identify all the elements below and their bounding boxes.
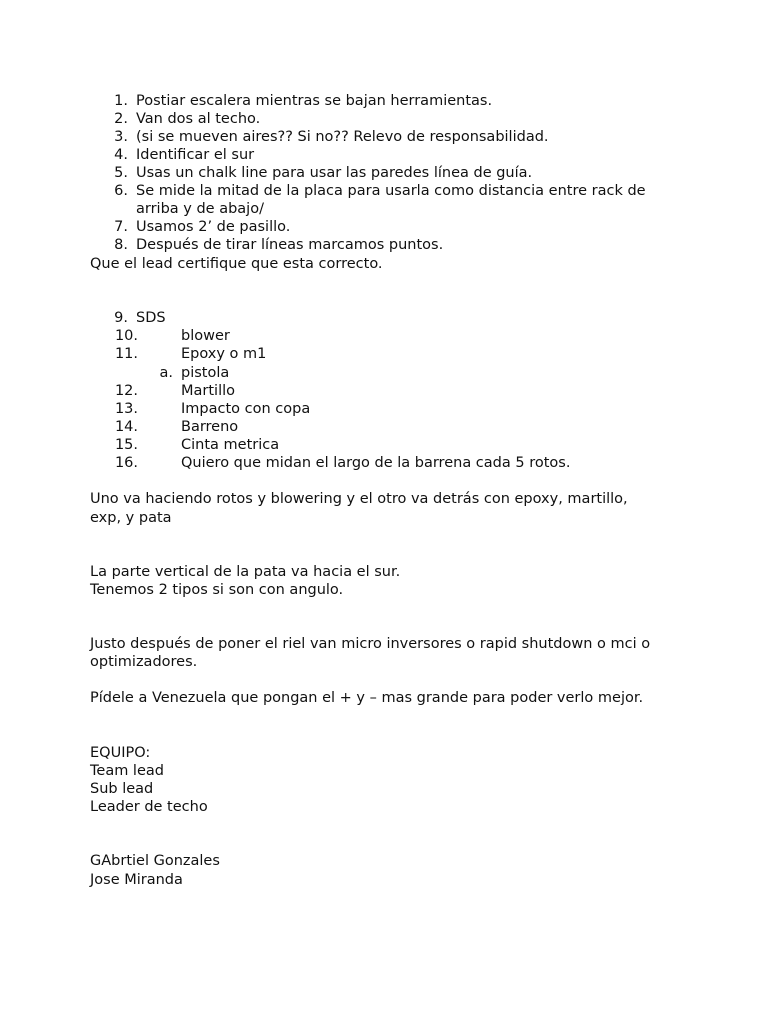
- paragraph-line: Tenemos 2 tipos si son con angulo.: [90, 582, 344, 598]
- paragraph-line: exp, y pata: [90, 510, 172, 526]
- list-item-text: Cinta metrica: [181, 437, 280, 453]
- list-item-number: 9.: [114, 310, 128, 326]
- list-item-text: Barreno: [181, 419, 239, 435]
- list-item-number: 6.: [114, 183, 128, 199]
- list-item-number: 4.: [114, 147, 128, 163]
- paragraph-line: La parte vertical de la pata va hacia el sur.: [90, 564, 401, 580]
- list-item-number: 11.: [114, 346, 138, 362]
- list-item-number: 13.: [114, 401, 138, 417]
- list-item-text: Se mide la mitad de la placa para usarla como distancia entre rack de: [136, 183, 646, 199]
- list-item-text: blower: [181, 328, 230, 344]
- list-item-number: 10.: [114, 328, 138, 344]
- equipo-role: Sub lead: [90, 781, 154, 797]
- paragraph-venezuela: Pídele a Venezuela que pongan el + y – mas grande para poder verlo mejor.: [90, 690, 644, 706]
- list-item-number: 8.: [114, 237, 128, 253]
- list-item-number: 3.: [114, 129, 128, 145]
- list-item-number: 7.: [114, 219, 128, 235]
- list-item-text-continuation: arriba y de abajo/: [136, 201, 264, 217]
- list-item-text: Después de tirar líneas marcamos puntos.: [136, 237, 444, 253]
- equipo-heading: EQUIPO:: [90, 745, 151, 761]
- list-item-number: 5.: [114, 165, 128, 181]
- equipo-role: Leader de techo: [90, 799, 208, 815]
- equipo-role: Team lead: [90, 763, 164, 779]
- paragraph-line: optimizadores.: [90, 654, 198, 670]
- list-item-number: 16.: [114, 455, 138, 471]
- list-item-text: Impacto con copa: [181, 401, 311, 417]
- list-item-text: (si se mueven aires?? Si no?? Relevo de responsabilidad.: [136, 129, 549, 145]
- paragraph-line: Justo después de poner el riel van micro inversores o rapid shutdown o mci o: [90, 636, 651, 652]
- list-item-text: Epoxy o m1: [181, 346, 267, 362]
- person-name: GAbrtiel Gonzales: [90, 853, 220, 869]
- list-subitem-text: pistola: [181, 365, 230, 381]
- list-item-text: Martillo: [181, 383, 235, 399]
- list-item-text: SDS: [136, 310, 166, 326]
- list-item-number: 15.: [114, 437, 138, 453]
- paragraph-line: Uno va haciendo rotos y blowering y el otro va detrás con epoxy, martillo,: [90, 491, 628, 507]
- list-subitem-letter: a.: [159, 365, 173, 381]
- list-item-number: 12.: [114, 383, 138, 399]
- list-item-number: 2.: [114, 111, 128, 127]
- lead-note: Que el lead certifique que esta correcto.: [90, 256, 383, 272]
- list-item-text: Postiar escalera mientras se bajan herramientas.: [136, 93, 493, 109]
- list-item-text: Usamos 2’ de pasillo.: [136, 219, 291, 235]
- person-name: Jose Miranda: [90, 872, 183, 888]
- list-item-number: 1.: [114, 93, 128, 109]
- list-item-text: Usas un chalk line para usar las paredes línea de guía.: [136, 165, 533, 181]
- list-item-number: 14.: [114, 419, 138, 435]
- list-item-text: Quiero que midan el largo de la barrena cada 5 rotos.: [181, 455, 571, 471]
- list-item-text: Van dos al techo.: [136, 111, 261, 127]
- list-item-text: Identificar el sur: [136, 147, 255, 163]
